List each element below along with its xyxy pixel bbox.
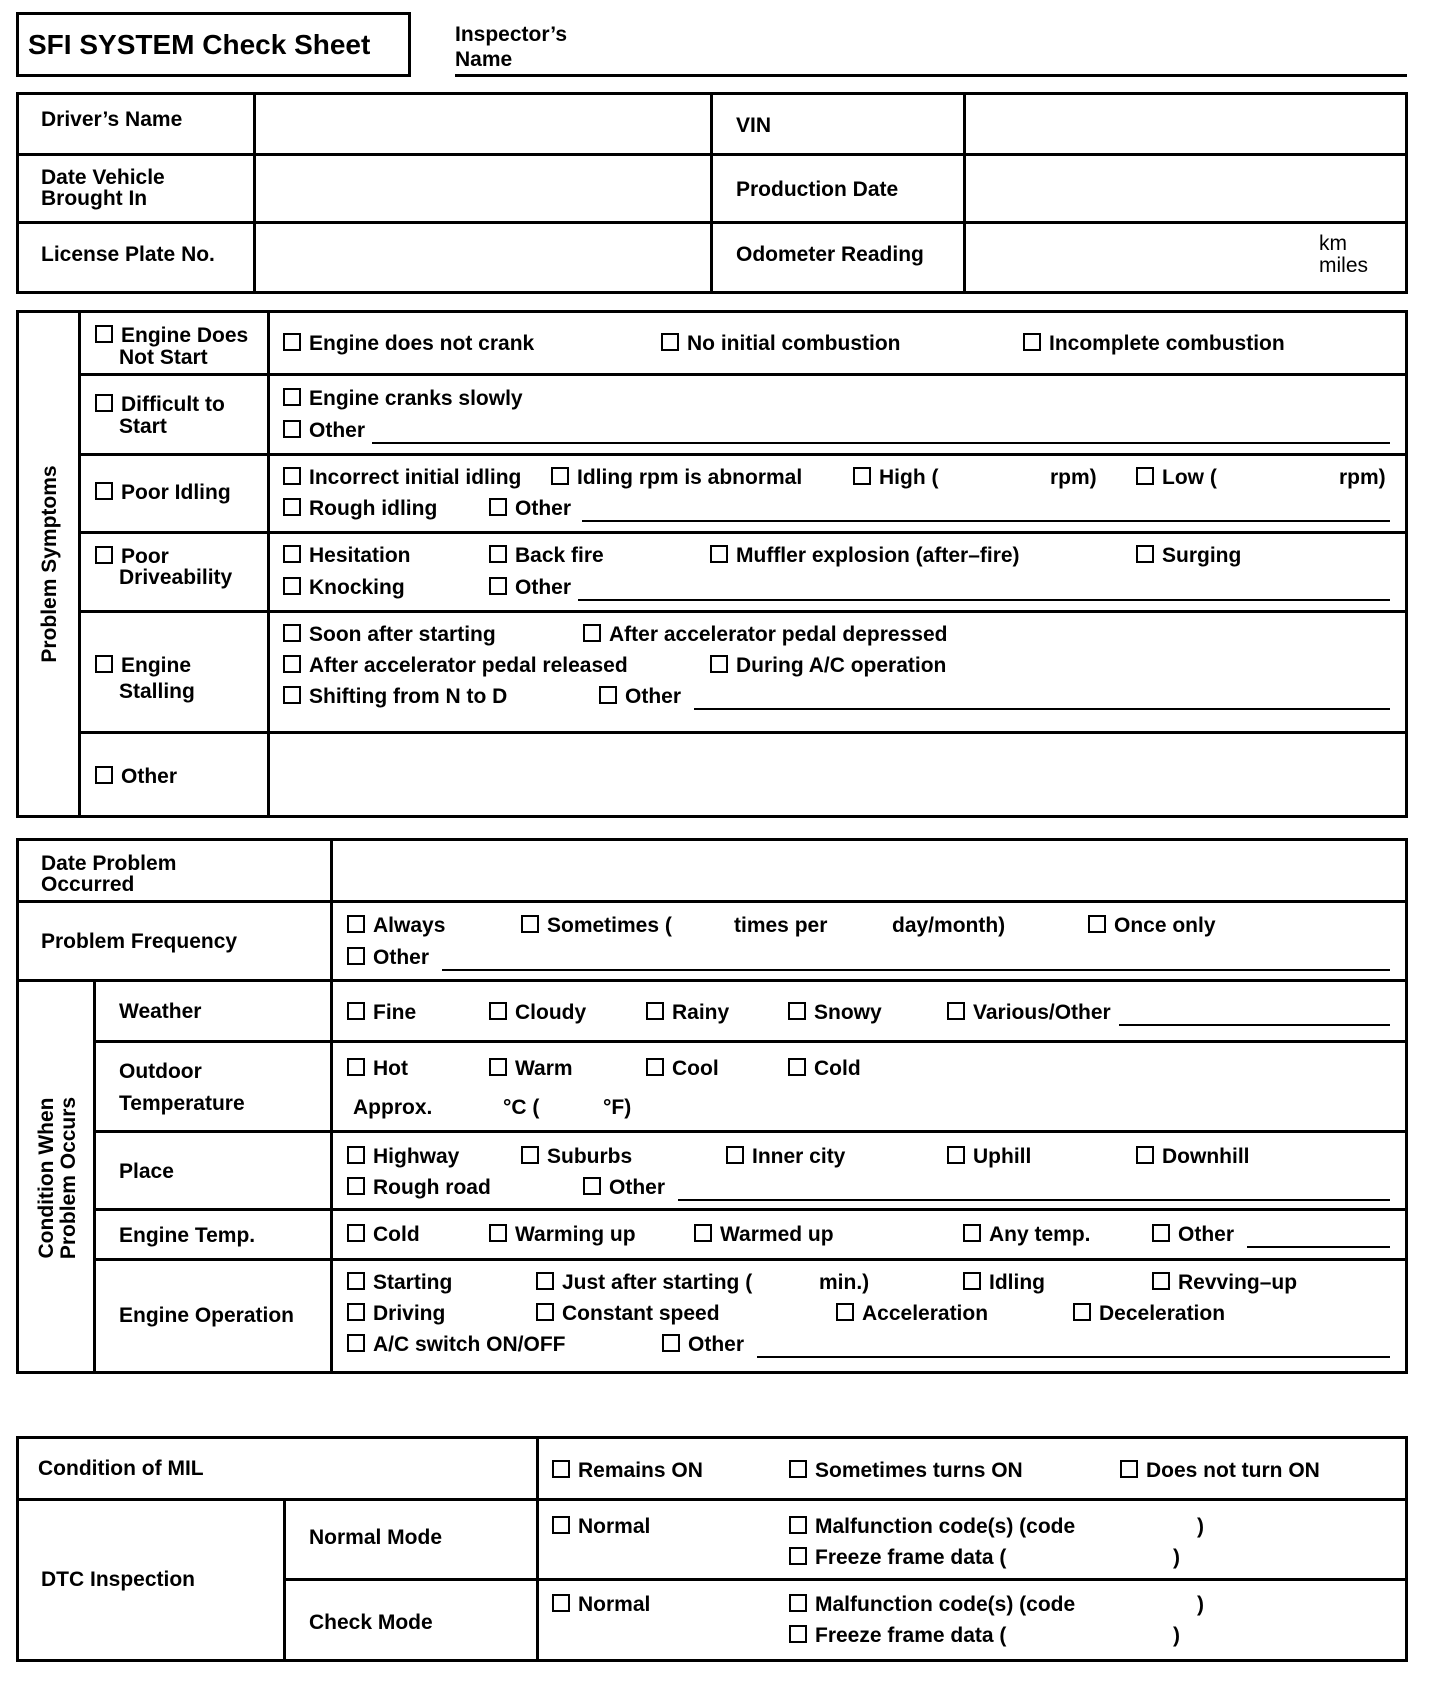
symptom-other-checkbox[interactable]: Other — [95, 766, 177, 788]
warming-up-checkbox[interactable]: Warming up — [489, 1224, 636, 1246]
rough-idling-checkbox[interactable]: Rough idling — [283, 498, 437, 520]
difficult-start-other-field[interactable] — [372, 442, 1390, 444]
inspector-name-field[interactable] — [455, 74, 1407, 77]
engine-cold-checkbox[interactable]: Cold — [347, 1224, 420, 1246]
after-pedal-released-checkbox[interactable]: After accelerator pedal released — [283, 655, 628, 677]
remains-on-checkbox[interactable]: Remains ON — [552, 1460, 703, 1482]
hesitation-checkbox[interactable]: Hesitation — [283, 545, 411, 567]
snowy-checkbox[interactable]: Snowy — [788, 1002, 882, 1024]
date-problem-label-1: Date Problem — [41, 852, 177, 875]
cloudy-checkbox[interactable]: Cloudy — [489, 1002, 586, 1024]
place-other-field[interactable] — [678, 1199, 1390, 1201]
various-other-checkbox[interactable]: Various/Other — [947, 1002, 1111, 1024]
incorrect-initial-idling-checkbox[interactable]: Incorrect initial idling — [283, 467, 521, 489]
low-rpm-unit: rpm) — [1339, 466, 1386, 489]
deceleration-checkbox[interactable]: Deceleration — [1073, 1303, 1225, 1325]
back-fire-checkbox[interactable]: Back fire — [489, 545, 604, 567]
difficult-to-start-checkbox[interactable]: Difficult to — [95, 394, 225, 416]
driveability-other-field[interactable] — [578, 599, 1390, 601]
times-per-label: times per — [734, 914, 828, 937]
muffler-explosion-checkbox[interactable]: Muffler explosion (after–fire) — [710, 545, 1020, 567]
idling-checkbox[interactable]: Idling — [963, 1272, 1045, 1294]
frequency-other-field[interactable] — [442, 969, 1390, 971]
warm-checkbox[interactable]: Warm — [489, 1058, 573, 1080]
drivers-name-field[interactable] — [257, 95, 709, 152]
deg-f-label: °F) — [603, 1096, 632, 1119]
weather-label: Weather — [119, 1000, 202, 1023]
stalling-other-checkbox[interactable]: Other — [599, 686, 681, 708]
engine-does-not-crank-checkbox[interactable]: Engine does not crank — [283, 333, 534, 355]
difficult-start-other-checkbox[interactable]: Other — [283, 420, 365, 442]
rough-road-checkbox[interactable]: Rough road — [347, 1177, 491, 1199]
ac-switch-checkbox[interactable]: A/C switch ON/OFF — [347, 1334, 566, 1356]
engine-does-not-start-checkbox[interactable]: Engine Does — [95, 325, 248, 347]
dtc-inspection-label: DTC Inspection — [41, 1568, 196, 1591]
stalling-other-field[interactable] — [694, 708, 1390, 710]
sometimes-checkbox[interactable]: Sometimes ( — [521, 915, 672, 937]
outdoor-temp-label-1: Outdoor — [119, 1060, 202, 1083]
shifting-n-to-d-checkbox[interactable]: Shifting from N to D — [283, 686, 507, 708]
once-only-checkbox[interactable]: Once only — [1088, 915, 1216, 937]
production-date-field[interactable] — [967, 157, 1405, 220]
just-after-starting-checkbox[interactable]: Just after starting ( — [536, 1272, 752, 1294]
acceleration-checkbox[interactable]: Acceleration — [836, 1303, 988, 1325]
poor-idling-other-field[interactable] — [582, 520, 1390, 522]
operation-other-checkbox[interactable]: Other — [662, 1334, 744, 1356]
poor-driveability-checkbox[interactable]: Poor — [95, 546, 169, 568]
inner-city-checkbox[interactable]: Inner city — [726, 1146, 845, 1168]
vin-label: VIN — [736, 114, 772, 137]
engine-cranks-slowly-checkbox[interactable]: Engine cranks slowly — [283, 388, 523, 410]
date-vehicle-field[interactable] — [257, 157, 709, 220]
production-date-label: Production Date — [736, 178, 899, 201]
surging-checkbox[interactable]: Surging — [1136, 545, 1241, 567]
driving-checkbox[interactable]: Driving — [347, 1303, 445, 1325]
any-temp-checkbox[interactable]: Any temp. — [963, 1224, 1091, 1246]
check-mode-freeze-close: ) — [1173, 1624, 1180, 1647]
outdoor-temp-label-2: Temperature — [119, 1092, 245, 1115]
warmed-up-checkbox[interactable]: Warmed up — [694, 1224, 834, 1246]
frequency-other-checkbox[interactable]: Other — [347, 947, 429, 969]
poor-driveability-label-2: Driveability — [119, 566, 233, 589]
date-problem-label-2: Occurred — [41, 873, 135, 896]
inspector-label-1: Inspector’s — [455, 23, 568, 46]
revving-up-checkbox[interactable]: Revving–up — [1152, 1272, 1297, 1294]
uphill-checkbox[interactable]: Uphill — [947, 1146, 1031, 1168]
downhill-checkbox[interactable]: Downhill — [1136, 1146, 1250, 1168]
knocking-checkbox[interactable]: Knocking — [283, 577, 405, 599]
license-plate-label: License Plate No. — [41, 243, 215, 266]
conditions-section-label: Condition When Problem Occurs — [35, 1096, 80, 1260]
odometer-field[interactable] — [967, 225, 1307, 291]
engine-temp-label: Engine Temp. — [119, 1224, 256, 1247]
place-other-checkbox[interactable]: Other — [583, 1177, 665, 1199]
low-rpm-checkbox[interactable]: Low ( — [1136, 467, 1217, 489]
during-ac-checkbox[interactable]: During A/C operation — [710, 655, 946, 677]
poor-idling-other-checkbox[interactable]: Other — [489, 498, 571, 520]
high-rpm-unit: rpm) — [1050, 466, 1097, 489]
page-title: SFI SYSTEM Check Sheet — [28, 29, 371, 60]
date-vehicle-label-1: Date Vehicle — [41, 166, 165, 189]
place-label: Place — [119, 1160, 174, 1183]
license-plate-field[interactable] — [257, 225, 709, 291]
sometimes-turns-on-checkbox[interactable]: Sometimes turns ON — [789, 1460, 1023, 1482]
normal-mode-label: Normal Mode — [309, 1526, 443, 1549]
engine-temp-other-field[interactable] — [1247, 1246, 1390, 1248]
cold-checkbox[interactable]: Cold — [788, 1058, 861, 1080]
constant-speed-checkbox[interactable]: Constant speed — [536, 1303, 720, 1325]
check-mode-freeze-checkbox[interactable]: Freeze frame data ( — [789, 1625, 1006, 1647]
date-vehicle-label-2: Brought In — [41, 187, 148, 210]
min-label: min.) — [819, 1271, 870, 1294]
highway-checkbox[interactable]: Highway — [347, 1146, 459, 1168]
operation-other-field[interactable] — [757, 1356, 1390, 1358]
km-label: km — [1319, 232, 1347, 255]
soon-after-starting-checkbox[interactable]: Soon after starting — [283, 624, 496, 646]
does-not-turn-on-checkbox[interactable]: Does not turn ON — [1120, 1460, 1320, 1482]
approx-label: Approx. — [353, 1096, 433, 1119]
hot-checkbox[interactable]: Hot — [347, 1058, 408, 1080]
rainy-checkbox[interactable]: Rainy — [646, 1002, 729, 1024]
condition-of-mil-label: Condition of MIL — [38, 1457, 204, 1480]
problem-frequency-label: Problem Frequency — [41, 930, 238, 953]
difficult-to-start-label-2: Start — [119, 415, 167, 438]
suburbs-checkbox[interactable]: Suburbs — [521, 1146, 632, 1168]
problem-symptoms-section-label: Problem Symptoms — [38, 465, 61, 663]
cool-checkbox[interactable]: Cool — [646, 1058, 719, 1080]
drivers-name-label: Driver’s Name — [41, 108, 183, 131]
deg-c-label: °C ( — [503, 1096, 540, 1119]
date-problem-field[interactable] — [334, 841, 1405, 899]
engine-temp-other-checkbox[interactable]: Other — [1152, 1224, 1234, 1246]
after-pedal-depressed-checkbox[interactable]: After accelerator pedal depressed — [583, 624, 947, 646]
poor-idling-checkbox[interactable]: Poor Idling — [95, 482, 231, 504]
idling-rpm-abnormal-checkbox[interactable]: Idling rpm is abnormal — [551, 467, 802, 489]
incomplete-combustion-checkbox[interactable]: Incomplete combustion — [1023, 333, 1285, 355]
weather-other-field[interactable] — [1119, 1024, 1390, 1026]
engine-operation-label: Engine Operation — [119, 1304, 295, 1327]
normal-mode-normal-checkbox[interactable]: Normal — [552, 1516, 650, 1538]
engine-does-not-start-label-2: Not Start — [119, 346, 208, 369]
engine-stalling-checkbox[interactable]: Engine — [95, 655, 191, 677]
high-rpm-checkbox[interactable]: High ( — [853, 467, 938, 489]
odometer-label: Odometer Reading — [736, 243, 924, 266]
fine-checkbox[interactable]: Fine — [347, 1002, 416, 1024]
normal-mode-malfunction-close: ) — [1197, 1515, 1204, 1538]
normal-mode-freeze-checkbox[interactable]: Freeze frame data ( — [789, 1547, 1006, 1569]
miles-label: miles — [1319, 254, 1369, 277]
engine-stalling-label-2: Stalling — [119, 680, 195, 703]
check-mode-label: Check Mode — [309, 1611, 433, 1634]
always-checkbox[interactable]: Always — [347, 915, 445, 937]
check-mode-normal-checkbox[interactable]: Normal — [552, 1594, 650, 1616]
normal-mode-malfunction-checkbox[interactable]: Malfunction code(s) (code — [789, 1516, 1075, 1538]
symptom-other-field[interactable] — [271, 735, 1405, 815]
check-mode-malfunction-close: ) — [1197, 1593, 1204, 1616]
inspector-label-2: Name — [455, 48, 513, 71]
starting-checkbox[interactable]: Starting — [347, 1272, 452, 1294]
normal-mode-freeze-close: ) — [1173, 1546, 1180, 1569]
day-month-label: day/month) — [892, 914, 1006, 937]
driveability-other-checkbox[interactable]: Other — [489, 577, 571, 599]
no-initial-combustion-checkbox[interactable]: No initial combustion — [661, 333, 901, 355]
vin-field[interactable] — [967, 95, 1405, 152]
check-mode-malfunction-checkbox[interactable]: Malfunction code(s) (code — [789, 1594, 1075, 1616]
